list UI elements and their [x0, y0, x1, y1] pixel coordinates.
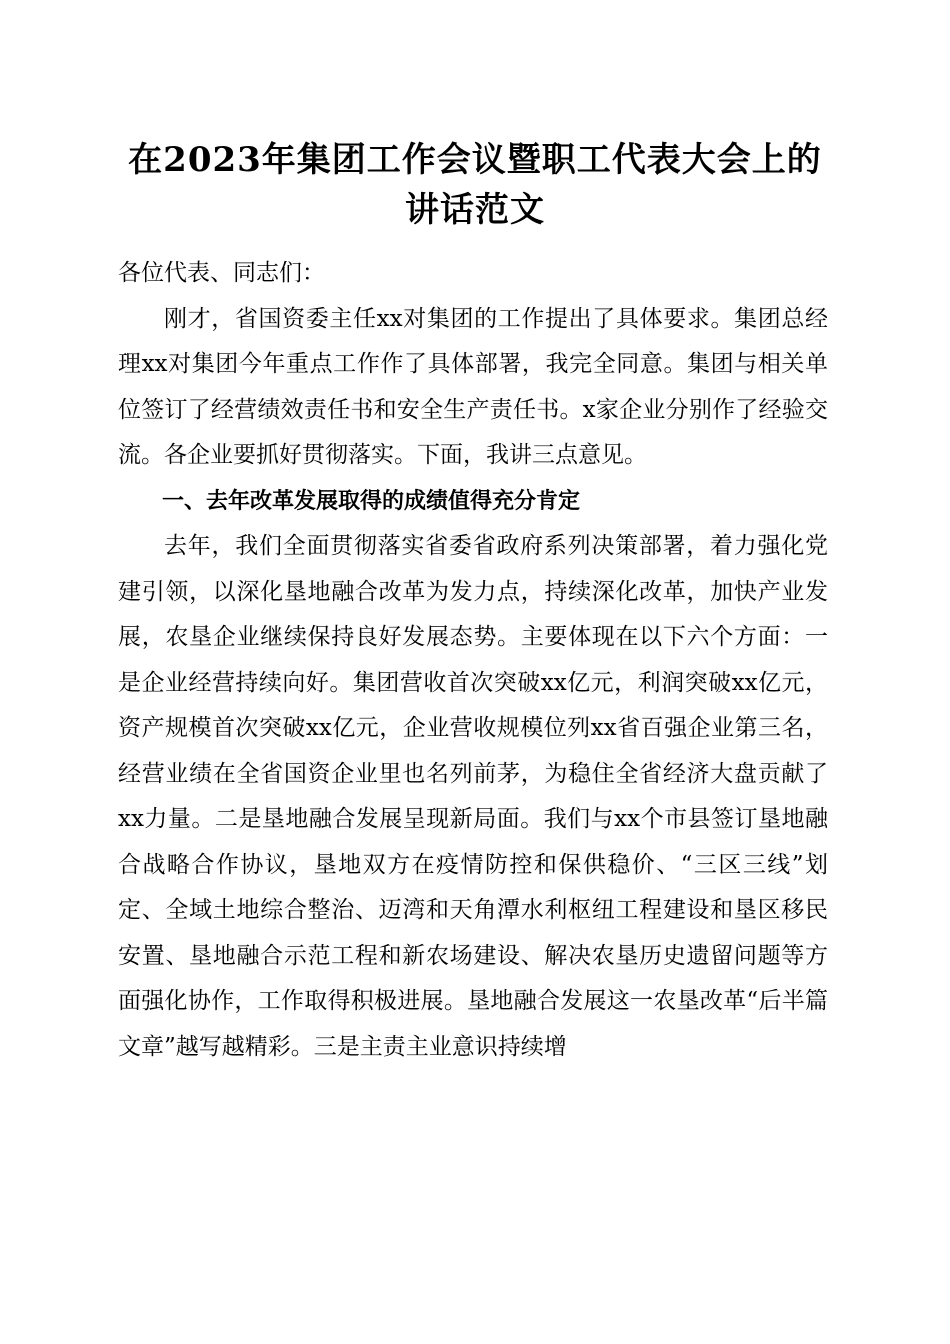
paragraph-intro: 刚才，省国资委主任xx对集团的工作提出了具体要求。集团总经理xx对集团今年重点工作作了具体部署，我完全同意。集团与相关单位签订了经营绩效责任书和安全生产责任书。x家企业分别作了经验交流。各企业要抓好贯彻落实。下面，我讲三点意见。: [118, 305, 828, 468]
section-heading-1: 一、去年改革发展取得的成绩值得充分肯定: [162, 488, 581, 514]
document-body: [118, 251, 828, 1070]
salutation: 各位代表、同志们：: [118, 260, 325, 286]
document-title-line-1: 在2023年集团工作会议暨职工代表大会上的: [128, 140, 822, 180]
document-title-line-2: 讲话范文: [405, 190, 545, 230]
paragraph-achievements: 去年，我们全面贯彻落实省委省政府系列决策部署，着力强化党建引领，以深化垦地融合改革为发力点，持续深化改革，加快产业发展，农垦企业继续保持良好发展态势。主要体现在以下六个方面：一是企业经营持续向好。集团营收首次突破xx亿元，利润突破xx亿元，资产规模首次突破xx亿元，企业营收规模位列xx省百强企业第三名，经营业绩在全省国资企业里也名列前茅，为稳住全省经济大盘贡献了xx力量。二是垦地融合发展呈现新局面。我们与xx个市县签订垦地融合战略合作协议，垦地双方在疫情防控和保供稳价、“三区三线”划定、全域土地综合整治、迈湾和天角潭水利枢纽工程建设和垦区移民安置、垦地融合示范工程和新农场建设、解决农垦历史遗留问题等方面强化协作，工作取得积极进展。垦地融合发展这一农垦改革“后半篇文章”越写越精彩。三是主责主业意识持续增: [118, 533, 828, 1060]
